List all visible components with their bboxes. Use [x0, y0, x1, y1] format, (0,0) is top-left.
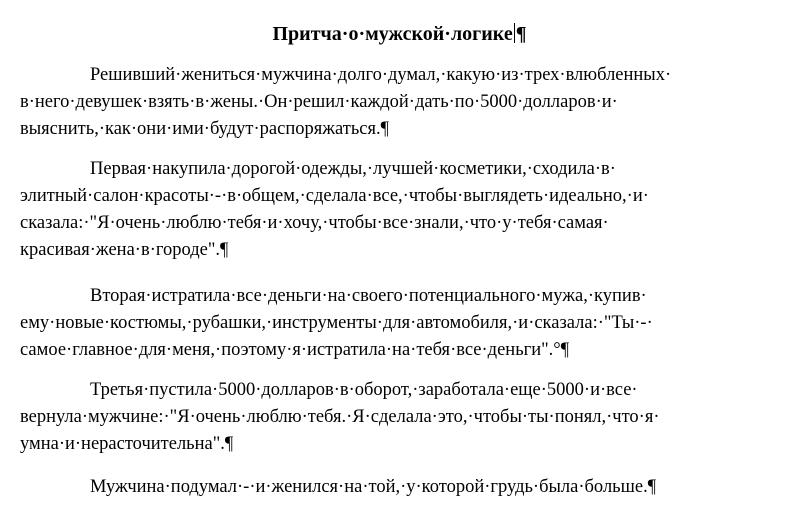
- paragraph-line: в·него·девушек·взять·в·жены.·Он·решил·каждой·дать·по·5000·долларов·и·: [20, 92, 618, 112]
- title-paragraph-mark: ¶: [515, 23, 527, 45]
- document-title: [0, 20, 799, 48]
- paragraph-1: [20, 62, 775, 143]
- paragraph-line: элитный·салон·красоты·-·в·общем,·сделала·все,·чтобы·выглядеть·идеально,·и·: [20, 186, 649, 206]
- text-cursor: [514, 23, 515, 43]
- paragraph-2: [20, 156, 775, 264]
- paragraph-line: Решивший·жениться·мужчина·долго·думал,·какую·из·трех·влюбленных·: [90, 65, 672, 85]
- title-text: Притча·о·мужской·логике: [272, 23, 513, 45]
- paragraph-line: Первая·накупила·дорогой·одежды,·лучшей·косметики,·сходила·в·: [90, 159, 616, 179]
- paragraph-line: сказала:·"Я·очень·люблю·тебя·и·хочу,·чтобы·все·знали,·что·у·тебя·самая·: [20, 213, 609, 233]
- paragraph-line: Вторая·истратила·все·деньги·на·своего·потенциального·мужа,·купив·: [90, 286, 647, 306]
- paragraph-line: выяснить,·как·они·ими·будут·распоряжаться.¶: [20, 119, 389, 139]
- paragraph-line: самое·главное·для·меня,·поэтому·я·истратила·на·тебя·все·деньги".°¶: [20, 340, 570, 360]
- paragraph-line: Мужчина·подумал·-·и·женился·на·той,·у·которой·грудь·была·больше.¶: [90, 477, 657, 497]
- paragraph-line: красивая·жена·в·городе".¶: [20, 240, 229, 260]
- paragraph-line: умна·и·нерасточительна".¶: [20, 434, 234, 454]
- paragraph-line: вернула·мужчине:·"Я·очень·люблю·тебя.·Я·сделала·это,·чтобы·ты·понял,·что·я·: [20, 407, 660, 427]
- paragraph-5: [20, 474, 775, 501]
- paragraph-3: [20, 283, 775, 364]
- paragraph-line: Третья·пустила·5000·долларов·в·оборот,·заработала·еще·5000·и·все·: [90, 380, 638, 400]
- paragraph-4: [20, 377, 775, 458]
- paragraph-line: ему·новые·костюмы,·рубашки,·инструменты·для·автомобиля,·и·сказала:·"Ты·-·: [20, 313, 653, 333]
